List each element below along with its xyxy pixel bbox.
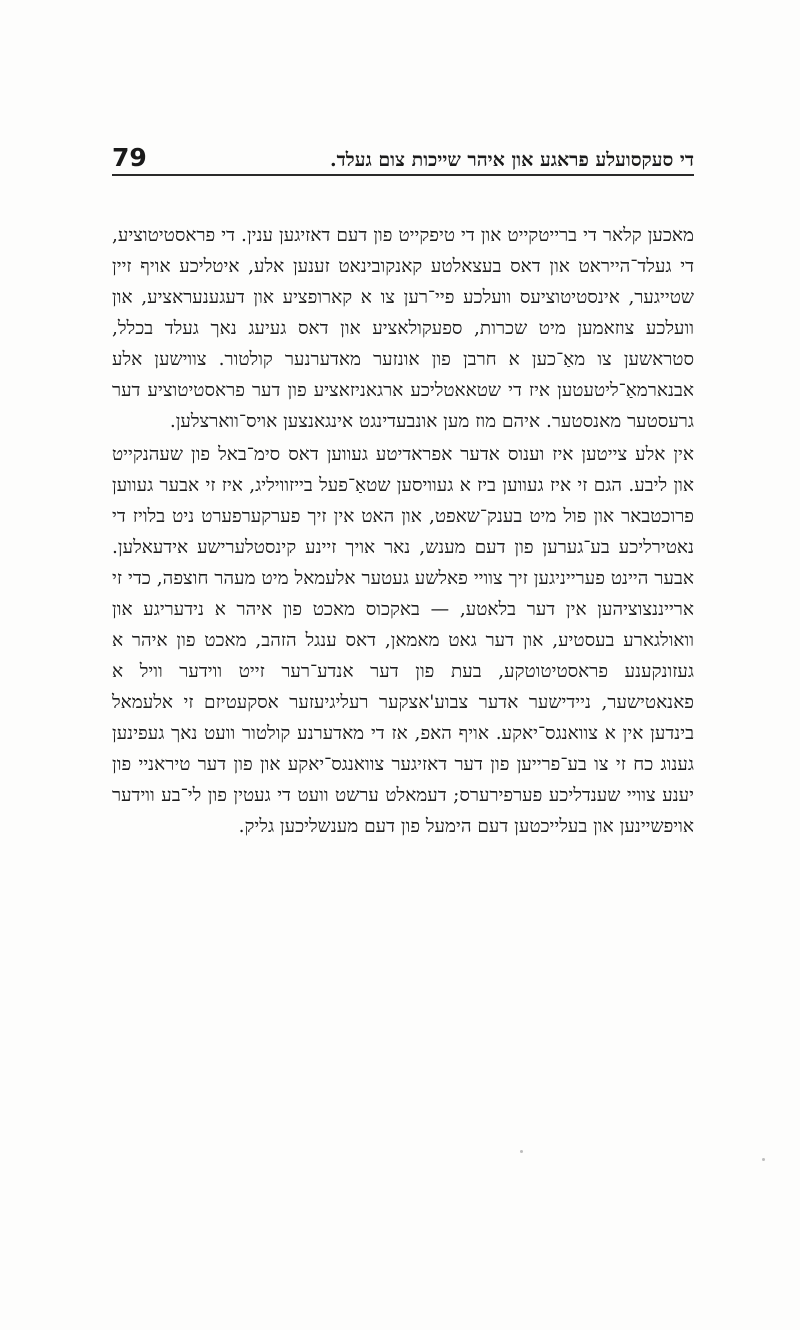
paragraph-1: מאכען קלאר די ברייטקייט און די טיפקייט פון דעם דאזיגען ענין. די פראסטיטוציע, די געלד־הייראט און דאס בעצאלטע קאנקובינאט זענען אלע, איטליכע אויף זיין שטייגער, אינסטיטוציעס וועלכע פיי־רען צו א קארופציע און דעגענעראציע, און וועלכע צוזאמען מיט שכרות, ספעקולאציע און דאס געיעג נאך געלד בכלל, סטראשען צו מאַ־כען א חרבן פון אונזער מאדערנער קולטור. צווישען אלע אבנארמאַ־ליטעטען איז די שטאאטליכע ארגאניזאציע פון דער פראסטיטוציע דער גרעסטער מאנסטער. איהם מוז מען אונבעדינגט אינגאנצען אויס־ווארצלען. [112,225,694,432]
paper-speck [762,1158,765,1161]
paragraph-2: אין אלע צייטען איז וענוס אדער אפראדיטע געווען דאס סימ־באל פון שעהנקייט און ליבע. הגם זי איז געווען ביז א געוויסען שטאַ־פעל בייזוויליג, איז זי אבער געווען פרוכטבאר און פול מיט בענק־שאפט, און האט אין זיך פערקערפערט ניט בלויז די נאטירליכע בע־גערען פון דעם מענש, נאר אויך זיינע קינסטלערישע אידעאלען. אבער היינט פערייניגען זיך צוויי פאלשע געטער אלעמאל מיט מעהר חוצפה, כדי זי ארייננצוציהען אין דער בלאטע, — באקכוס מאכט פון איהר א נידעריגע און וואולגארע בעסטיע, און דער גאט מאמאן, דאס ענגל הזהב, מאכט פון איהר א געזונקענע פראסטיטוטקע, בעת פון דער אנדע־רער זייט ווידער וויל א פאנאטישער, ניידישער אדער צבוע'אצקער רעליגיעזער אסקעטיזם זי אלעמאל בינדען אין א צוואנגס־יאקע. אויף האפ, אז די מאדערנע קולטור וועט נאך געפינען גענוג כח זי צו בע־פרייען פון דער דאזיגער צוואנגס־יאקע און פון דער טיראניי פון יענע צוויי שענדליכע פערפירערס; דעמאלט ערשט וועט די געטין פון לי־בע ווידער אויפשיינען און בעלייכטען דעם הימעל פון דעם מענשליכען גליק. [112,444,694,837]
running-header [112,136,694,176]
paper-speck [520,1150,523,1153]
chapter-title: די סעקסועלע פראגע און איהר שייכות צום געלד. [330,149,694,171]
page-number: 79 [112,143,147,172]
body-text [112,220,694,842]
